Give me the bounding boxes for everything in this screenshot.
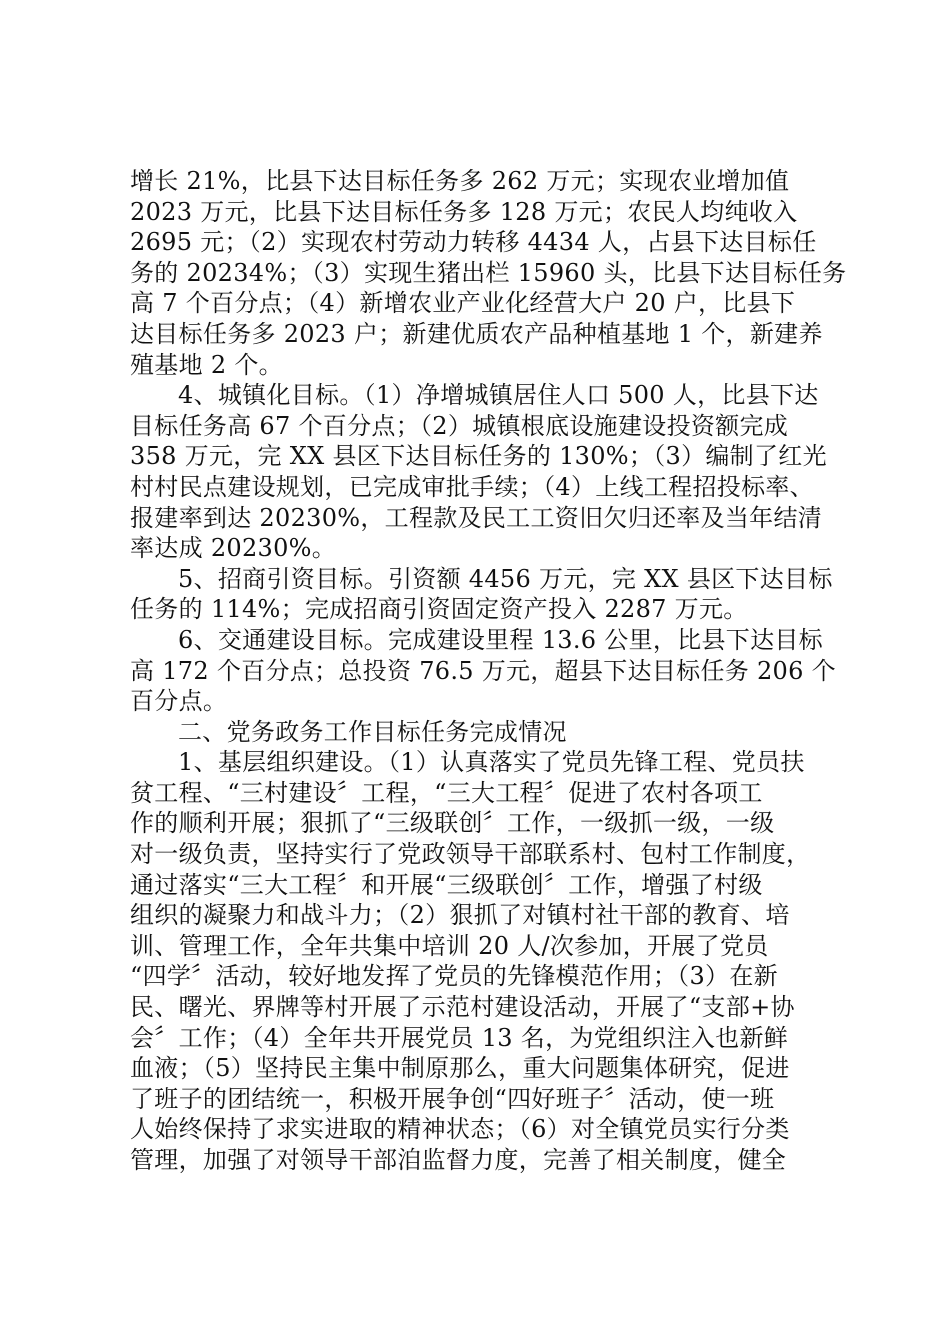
text-line: 5、招商引资目标。引资额 4456 万元，完 XX 县区下达目标 — [178, 564, 833, 593]
text-line: 2695 元；（2）实现农村劳动力转移 4434 人，占县下达目标任 — [130, 228, 817, 257]
text-line: 血液；（5）坚持民主集中制原那么，重大问题集体研究，促进 — [130, 1054, 790, 1083]
text-line: 4、城镇化目标。（1）净增城镇居住人口 500 人，比县下达 — [178, 381, 819, 410]
text-line: 百分点。 — [130, 687, 228, 716]
text-line: 达目标任务多 2023 户；新建优质农产品种植基地 1 个，新建养 — [130, 319, 823, 348]
text-line: 任务的 114%；完成招商引资固定资产投入 2287 万元。 — [130, 595, 748, 624]
text-line: 会〞工作；（4）全年共开展党员 13 名，为党组织注入也新鲜 — [130, 1023, 789, 1052]
text-line: “四学〞活动，较好地发挥了党员的先锋模范作用；（3）在新 — [130, 962, 778, 991]
text-line: 贫工程、“三村建设〞工程，“三大工程〞促进了农村各项工 — [130, 778, 763, 807]
text-line: 6、交通建设目标。完成建设里程 13.6 公里，比县下达目标 — [178, 625, 823, 654]
text-line: 通过落实“三大工程〞和开展“三级联创〞工作，增强了村级 — [130, 870, 763, 899]
text-line: 了班子的团结统一，积极开展争创“四好班子〞活动，使一班 — [130, 1084, 775, 1113]
text-line: 报建率到达 20230%，工程款及民工工资旧欠归还率及当年结清 — [130, 503, 823, 532]
text-line: 管理，加强了对领导干部洎监督力度，完善了相关制度，健全 — [130, 1146, 787, 1174]
text-line: 高 172 个百分点；总投资 76.5 万元，超县下达目标任务 206 个 — [130, 656, 836, 685]
text-line: 增长 21%，比县下达目标任务多 262 万元；实现农业增加值 — [130, 167, 790, 195]
text-line: 殖基地 2 个。 — [130, 350, 283, 379]
text-line: 率达成 20230%。 — [130, 534, 337, 563]
text-line: 1、基层组织建设。（1）认真落实了党员先锋工程、党员扶 — [178, 748, 805, 777]
document-body — [130, 166, 847, 1176]
text-line: 人始终保持了求实进取的精神状态；（6）对全镇党员实行分类 — [130, 1115, 790, 1144]
text-line: 村村民点建设规划，已完成审批手续；（4）上线工程招投标率、 — [130, 472, 814, 501]
text-line: 作的顺利开展；狠抓了“三级联创〞工作，一级抓一级，一级 — [130, 809, 775, 838]
text-line: 对一级负责，坚持实行了党政领导干部联系村、包村工作制度， — [130, 840, 811, 869]
text-line: 训、管理工作，全年共集中培训 20 人/次参加，开展了党员 — [130, 931, 769, 960]
text-line: 组织的凝聚力和战斗力；（2）狠抓了对镇村社干部的教育、培 — [130, 901, 790, 930]
text-line: 目标任务高 67 个百分点；（2）城镇根底设施建设投资额完成 — [130, 411, 789, 440]
section-heading: 二、党务政务工作目标任务完成情况 — [178, 717, 567, 746]
text-line: 高 7 个百分点；（4）新增农业产业化经营大户 20 户，比县下 — [130, 289, 796, 318]
text-line: 务的 20234%；（3）实现生猪出栏 15960 头，比县下达目标任务 — [130, 258, 847, 287]
text-line: 民、曙光、界牌等村开展了示范村建设活动，开展了“支部+协 — [130, 993, 795, 1022]
text-line: 2023 万元，比县下达目标任务多 128 万元；农民人均纯收入 — [130, 197, 798, 226]
text-line: 358 万元，完 XX 县区下达目标任务的 130%；（3）编制了红光 — [130, 442, 827, 471]
